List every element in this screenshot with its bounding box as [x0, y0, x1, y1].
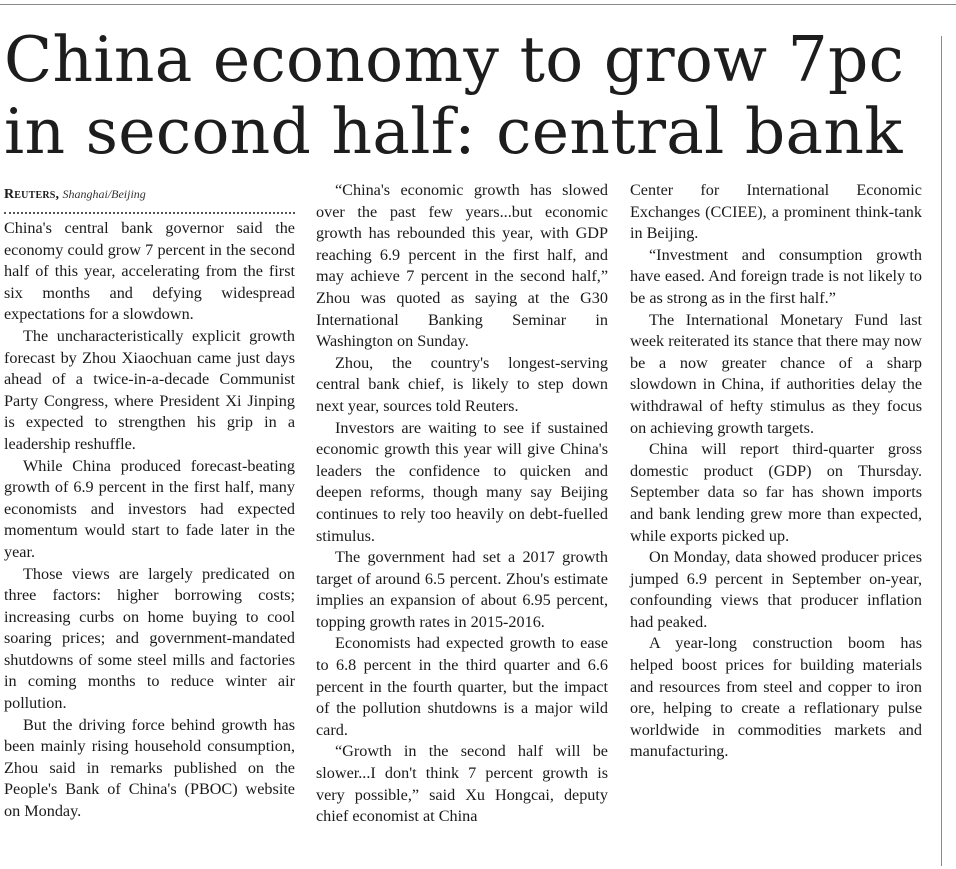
paragraph: China will report third-quarter gross domestic product (GDP) on Thursday. September data so far has shown imports and bank lending grew more than expected, while exports picked up.: [630, 440, 922, 545]
headline: China economy to grow 7pc in second half: central bank: [4, 23, 905, 168]
column-2: [316, 180, 608, 828]
paragraph: The uncharacteristically explicit growth forecast by Zhou Xiaochuan came just days ahead of a twice-in-a-decade Communist Party Congress, where President Xi Jinping is expected to strengthen his grip in a leadership reshuffle.: [4, 326, 295, 453]
paragraph: Those views are largely predicated on three factors: higher borrowing costs; increasing curbs on home buying to cool soaring prices; and government-mandated shutdowns of some steel mills and factories in coming months to reduce winter air pollution.: [4, 564, 295, 713]
column-3: [630, 180, 922, 763]
column-rule: [941, 36, 942, 866]
byline-agency: Reuters,: [4, 187, 60, 202]
paragraph: On Monday, data showed producer prices jumped 6.9 percent in September on-year, confounding views that producer inflation had peaked.: [630, 548, 922, 631]
column-1: [4, 180, 295, 823]
paragraph: China's central bank governor said the economy could grow 7 percent in the second half of this year, accelerating from the first six months and defying widespread expectations for a slowdown.: [4, 219, 295, 324]
byline-dateline: Shanghai/Beijing: [62, 187, 146, 201]
paragraph: Center for International Economic Exchanges (CCIEE), a prominent think-tank in Beijing.: [630, 181, 922, 243]
paragraph: Investors are waiting to see if sustained economic growth this year will give China's leaders the confidence to quicken and deepen reforms, though many say Beijing continues to rely too heavily on debt-fuelled stimulus.: [316, 418, 608, 545]
paragraph: “China's economic growth has slowed over the past few years...but economic growth has rebounded this year, with GDP reaching 6.9 percent in the first half, and may achieve 7 percent in the second half,” Zhou was quoted as saying at the G30 International Banking Seminar in Washington on Sunday.: [316, 181, 608, 351]
paragraph: While China produced forecast-beating growth of 6.9 percent in the first half, many economists and investors had expected momentum would start to fade later in the year.: [4, 456, 295, 561]
top-rule: [0, 4, 956, 5]
paragraph: Zhou, the country's longest-serving central bank chief, is likely to step down next year, sources told Reuters.: [316, 353, 608, 415]
paragraph: “Investment and consumption growth have eased. And foreign trade is not likely to be as strong as in the first half.”: [630, 245, 922, 307]
paragraph: “Growth in the second half will be slower...I don't think 7 percent growth is very possible,” said Xu Hongcai, deputy chief economist at China: [316, 742, 608, 826]
paragraph: But the driving force behind growth has been mainly rising household consumption, Zhou said in remarks published on the People's Bank of China's (PBOC) website on Monday.: [4, 715, 295, 821]
paragraph: The International Monetary Fund last week reiterated its stance that there may now be a now greater chance of a sharp slowdown in China, if authorities delay the withdrawal of hefty stimulus as they focus on achieving growth targets.: [630, 310, 922, 437]
paragraph: The government had set a 2017 growth target of around 6.5 percent. Zhou's estimate implies an expansion of about 6.95 percent, topping growth rates in 2015-2016.: [316, 548, 608, 631]
byline-divider: [4, 212, 295, 214]
paragraph: Economists had expected growth to ease to 6.8 percent in the third quarter and 6.6 percent in the fourth quarter, but the impact of the pollution shutdowns is a major wild card.: [316, 634, 608, 739]
paragraph: A year-long construction boom has helped boost prices for building materials and resources from steel and copper to iron ore, helping to create a reflationary pulse worldwide in commodities markets and manufacturing.: [630, 634, 922, 761]
byline: [4, 180, 295, 212]
